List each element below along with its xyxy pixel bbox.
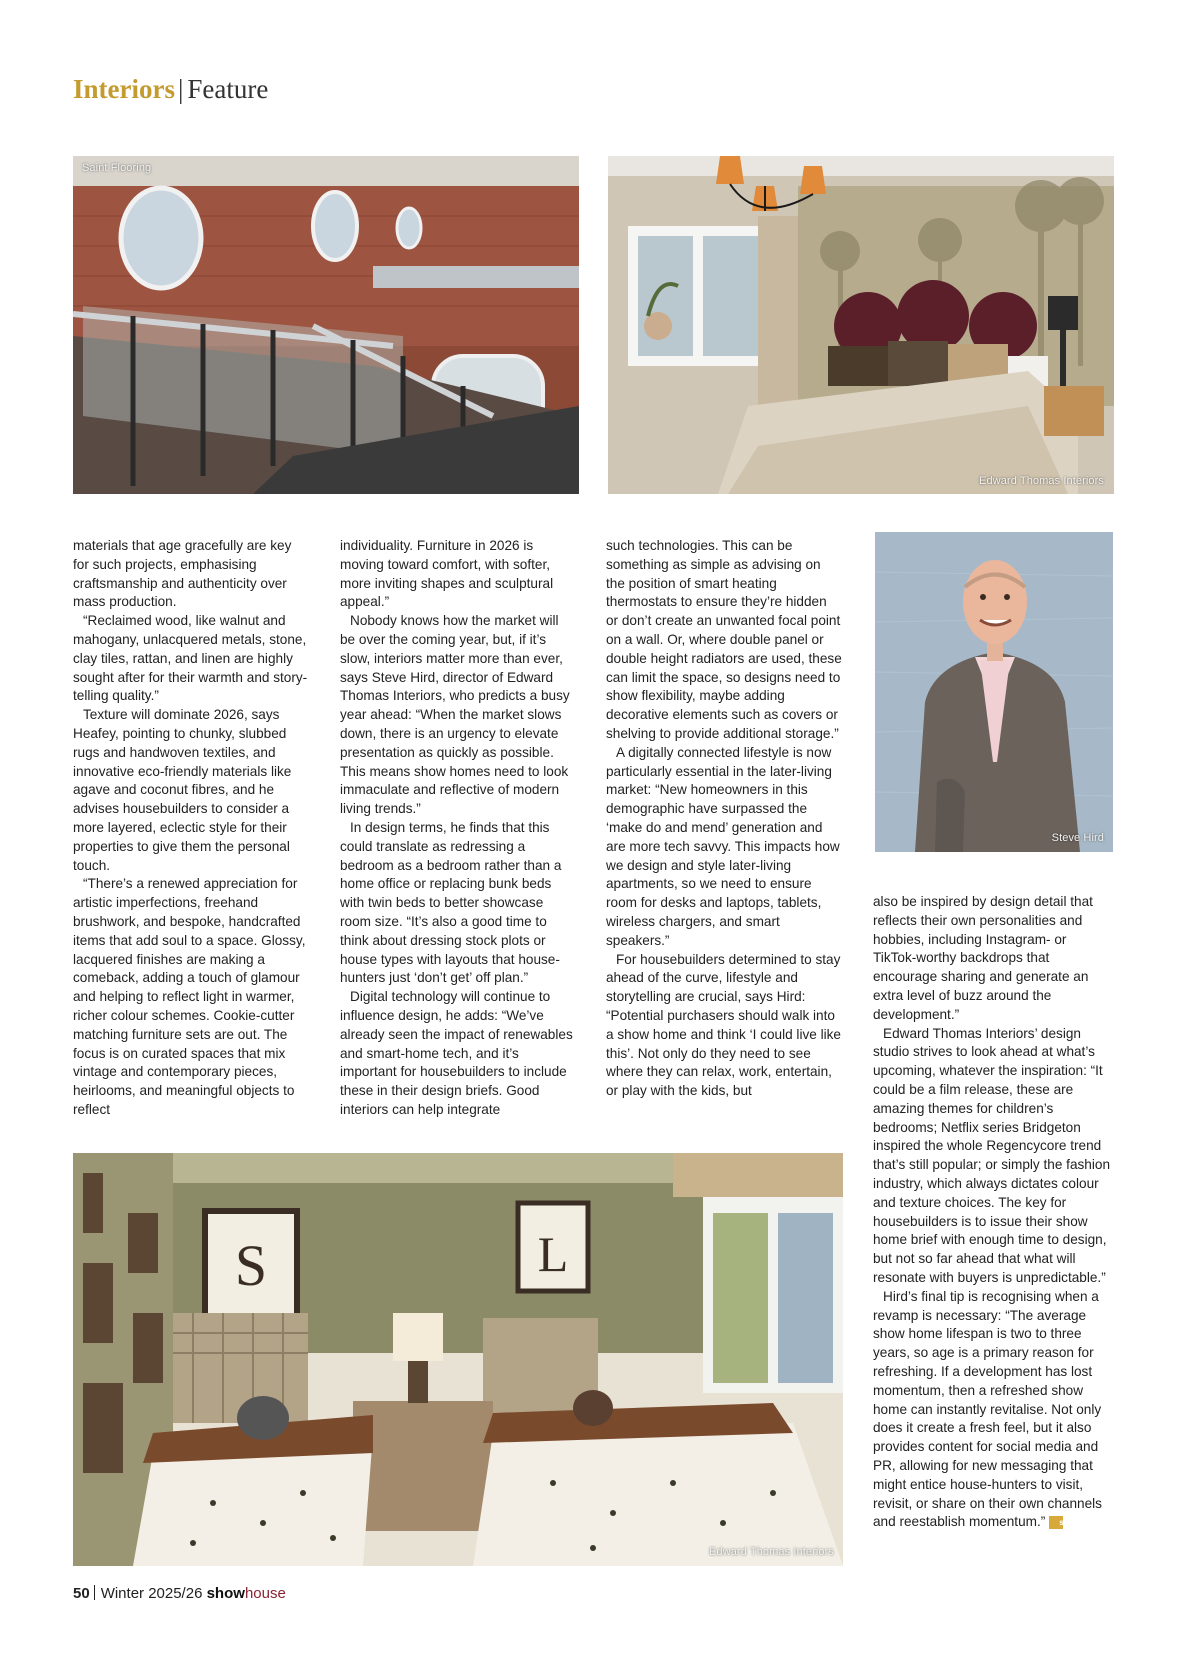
col3-paragraph: For housebuilders determined to stay ahead of the curve, lifestyle and storytelling are crucial, says Hird: “Potential purchasers should walk into a show home and think ‘I could live like this’. Not only do they need to see where they can relax, work, entertain, or play with the kids, but	[606, 951, 841, 1099]
col1-paragraph: Texture will dominate 2026, says Heafey, pointing to chunky, slubbed rugs and handwoven textiles, and innovative eco-friendly materials like agave and coconut fibres, and he advises housebuilders to consider a more layered, eclectic style for their properties to give them the personal touch.	[73, 707, 292, 873]
page-number: 50	[73, 1585, 90, 1602]
section-header	[73, 70, 268, 108]
subsection-name: Feature	[187, 74, 269, 104]
header-divider: |	[177, 74, 184, 104]
end-of-article-icon: sh	[1049, 1516, 1063, 1529]
article-column-4	[873, 893, 1113, 1532]
col4-final-text: Hird’s final tip is recognising when a revamp is necessary: “The average show home lifespan is two to three years, so age is a primary reason for refreshing. If a development has lost momentum, then a refreshed show home can instantly revitalise. Not only does it create a fresh feel, but it also provides content for social media and PR, allowing for new messaging that might entice house-hunters to visit, revisit, or share on their own channels and reestablish momentum.”	[873, 1288, 1102, 1530]
col4-paragraph: also be inspired by design detail that reflects their own personalities and hobbies, including Instagram- or TikTok-worthy backdrops that encourage sharing and generate an extra level of buzz around the development.”	[873, 894, 1093, 1022]
col2-paragraph: individuality. Furniture in 2026 is moving toward comfort, with softer, more inviting shapes and sculptural appeal.”	[340, 538, 554, 610]
col1-paragraph: materials that age gracefully are key for such projects, emphasising craftsmanship and authenticity over mass production.	[73, 538, 292, 610]
article-column-2	[340, 537, 576, 1120]
article-column-1	[73, 537, 309, 1120]
twin-bedroom-photo	[73, 1153, 843, 1566]
photo-credit-edward-thomas-bottom: Edward Thomas Interiors	[709, 1546, 834, 1558]
brand-house: house	[244, 1585, 286, 1602]
col4-paragraph	[873, 1288, 1113, 1532]
page-footer	[73, 1584, 286, 1604]
issue-label: Winter 2025/26	[100, 1585, 203, 1602]
letter-s-artwork: S	[234, 1233, 268, 1298]
steve-hird-portrait	[875, 532, 1113, 852]
col2-paragraph: Digital technology will continue to influence design, he adds: “We’ve already seen the impact of renewables and smart-home tech, and it’s important for housebuilders to include these in their design briefs. Good interiors can help integrate	[340, 989, 573, 1117]
footer-divider	[94, 1585, 95, 1600]
stairwell-photo	[73, 156, 579, 494]
col3-paragraph: A digitally connected lifestyle is now particularly essential in the later-living market: “New homeowners in this demographic have surpassed the ‘make do and mend’ generation and are more tech savvy. This impacts how we design and style later-living apartments, so we need to ensure room for desks and laptops, tablets, wireless chargers, and smart speakers.”	[606, 744, 840, 948]
col2-paragraph: Nobody knows how the market will be over the coming year, but, if it’s slow, interiors matter more than ever, says Steve Hird, director of Edward Thomas Interiors, who predicts a busy year ahead: “When the market slows down, there is an urgency to elevate presentation as quickly as possible. This means show homes need to look immaculate and reflective of modern living trends.”	[340, 613, 570, 817]
brand-show: show	[206, 1585, 245, 1602]
col1-paragraph: “Reclaimed wood, like walnut and mahogany, unlacquered metals, stone, clay tiles, rattan, and linen are highly sought after for their warmth and story-telling quality.”	[73, 613, 308, 704]
photo-credit-saint-flooring: Saint Flooring	[82, 162, 152, 174]
article-column-3	[606, 537, 842, 1101]
photo-credit-edward-thomas-top: Edward Thomas Interiors	[979, 475, 1104, 487]
col4-paragraph: Edward Thomas Interiors’ design studio strives to look ahead at what’s upcoming, whatever the inspiration: “It could be a film release, these are amazing themes for children’s bedrooms; Netflix series Bridgeton inspired the whole Regencycore trend that’s still popular; or simply the fashion industry, which always dictates colour and texture choices. The key for housebuilders is to issue their show home brief with enough time to design, but not so far ahead that what will resonate with buyers is unpredictable.”	[873, 1025, 1111, 1285]
bedroom-photo	[608, 156, 1114, 494]
section-name: Interiors	[73, 74, 175, 104]
col3-paragraph: such technologies. This can be something as simple as advising on the position of smart heating thermostats to ensure they’re hidden or don’t create an unwanted focal point on a wall. Or, where double panel or double height radiators are used, these can limit the space, so designs need to show flexibility, maybe adding decorative elements such as covers or shelving to provide additional storage.”	[606, 538, 842, 741]
col1-paragraph: “There’s a renewed appreciation for artistic imperfections, freehand brushwork, and bespoke, handcrafted items that add soul to a space. Glossy, lacquered finishes are making a comeback, adding a touch of glamour and helping to reflect light in warmer, richer colour schemes. Cookie-cutter matching furniture sets are out. The focus is on curated spaces that mix vintage and contemporary pieces, heirlooms, and meaningful objects to reflect	[73, 876, 306, 1117]
letter-l-artwork: L	[537, 1226, 569, 1282]
photo-credit-steve-hird: Steve Hird	[1051, 832, 1104, 844]
col2-paragraph: In design terms, he finds that this could translate as redressing a bedroom as a bedroom rather than a home office or replacing bunk beds with twin beds to better showcase room size. “It’s also a good time to think about dressing stock plots or house types with layouts that house-hunters just ‘don’t get’ off plan.”	[340, 819, 562, 986]
